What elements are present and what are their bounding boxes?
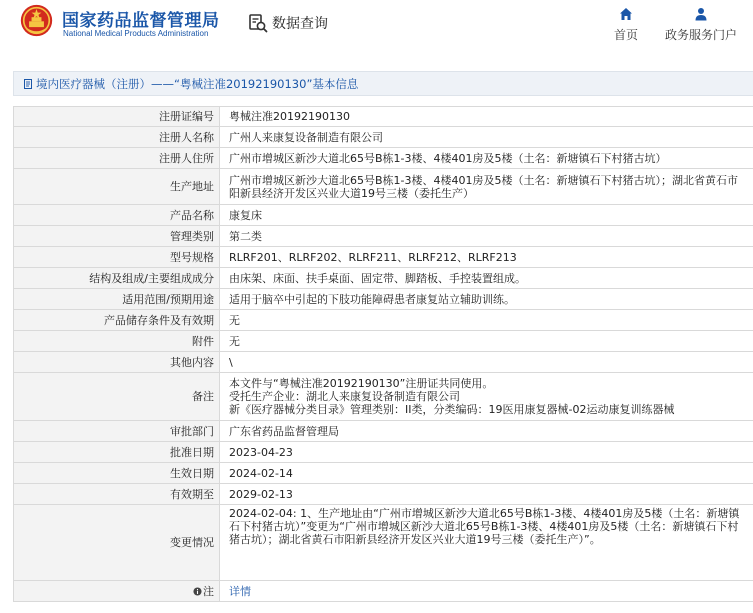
remark-line: 新《医疗器械分类目录》管理类别：II类，分类编码：19医用康复器械-02运动康复训练器械 [229,403,675,416]
table-row [14,331,753,352]
table-row [14,463,753,484]
registration-detail-table [13,106,753,602]
table-row [14,127,753,148]
field-label: 变更情况 [14,505,220,581]
table-row [14,148,753,169]
table-row [14,289,753,310]
field-value: 无 [220,310,753,331]
site-header [0,0,753,52]
field-value: 2023-04-23 [220,442,753,463]
site-subtitle: National Medical Products Administration [63,29,209,38]
field-value: 2024-02-14 [220,463,753,484]
field-value: RLRF201、RLRF202、RLRF211、RLRF212、RLRF213 [220,247,753,268]
field-label: 产品储存条件及有效期 [14,310,220,331]
field-value: 适用于脑卒中引起的下肢功能障碍患者康复站立辅助训练。 [220,289,753,310]
data-query-heading [248,12,328,34]
table-row [14,268,753,289]
table-row [14,581,753,602]
nav-home-label: 首页 [613,28,638,42]
field-label: 注册人住所 [14,148,220,169]
remark-line: 受托生产企业：湖北人来康复设备制造有限公司 [229,390,460,403]
field-label: 生效日期 [14,463,220,484]
field-value: 康复床 [220,205,753,226]
table-row [14,310,753,331]
field-value [220,581,753,602]
remark-line: 本文件与“粤械注准20192190130”注册证共同使用。 [229,377,494,390]
field-label: 批准日期 [14,442,220,463]
field-label: 注册证编号 [14,107,220,127]
field-value: 2024-02-04: 1、生产地址由“广州市增城区新沙大道北65号B栋1-3楼、4楼401房及5楼（土名：新塘镇石下村猪古坑）”变更为“广州市增城区新沙大道北65号B栋1-3楼、4楼401房及5楼（土名：新塘镇石下村猪古坑）；湖北省黄石市阳新县经济开发区兴业大道19号三楼（委托生产）”。 [220,505,753,581]
field-label: 管理类别 [14,226,220,247]
field-label: 审批部门 [14,421,220,442]
table-row [14,205,753,226]
field-label: 型号规格 [14,247,220,268]
info-icon [193,587,202,596]
field-value: 2029-02-13 [220,484,753,505]
field-label: 注册人名称 [14,127,220,148]
field-label: 生产地址 [14,169,220,205]
field-label: 备注 [14,373,220,421]
field-label: 附件 [14,331,220,352]
nav-gov-service-portal[interactable] [662,7,740,43]
breadcrumb-text: 境内医疗器械（注册）——“粤械注准20192190130”基本信息 [36,76,359,91]
nav-home[interactable] [608,7,644,43]
home-icon [619,7,633,21]
site-title[interactable]: 国家药品监督管理局 [62,11,220,31]
table-row [14,373,753,421]
field-value: 广州人来康复设备制造有限公司 [220,127,753,148]
table-row [14,247,753,268]
breadcrumb [13,71,753,96]
user-icon [694,7,708,21]
table-row [14,505,753,581]
national-emblem-icon [20,4,53,37]
field-value: 广州市增城区新沙大道北65号B栋1-3楼、4楼401房及5楼（土名：新塘镇石下村猪古坑）；湖北省黄石市阳新县经济开发区兴业大道19号三楼（委托生产） [220,169,753,205]
note-label-cell [14,581,220,602]
table-row [14,421,753,442]
table-row [14,107,753,127]
field-value: \ [220,352,753,373]
table-row [14,169,753,205]
table-row [14,226,753,247]
field-value: 粤械注准20192190130 [220,107,753,127]
field-value: 广州市增城区新沙大道北65号B栋1-3楼、4楼401房及5楼（土名：新塘镇石下村猪古坑） [220,148,753,169]
data-query-label: 数据查询 [272,16,328,32]
table-row [14,484,753,505]
field-value: 第二类 [220,226,753,247]
field-label: 有效期至 [14,484,220,505]
document-icon [23,79,33,89]
field-value: 无 [220,331,753,352]
field-label: 其他内容 [14,352,220,373]
table-row [14,352,753,373]
details-link[interactable]: 详情 [229,584,251,598]
field-label: 注 [203,584,214,598]
document-search-icon [248,13,268,33]
field-value: 广东省药品监督管理局 [220,421,753,442]
field-label: 适用范围/预期用途 [14,289,220,310]
field-label: 产品名称 [14,205,220,226]
remarks-value [220,373,753,421]
field-value: 由床架、床面、扶手桌面、固定带、脚踏板、手控装置组成。 [220,268,753,289]
field-label: 结构及组成/主要组成成分 [14,268,220,289]
table-row [14,442,753,463]
nav-gov-service-label: 政务服务门户 [664,28,737,42]
